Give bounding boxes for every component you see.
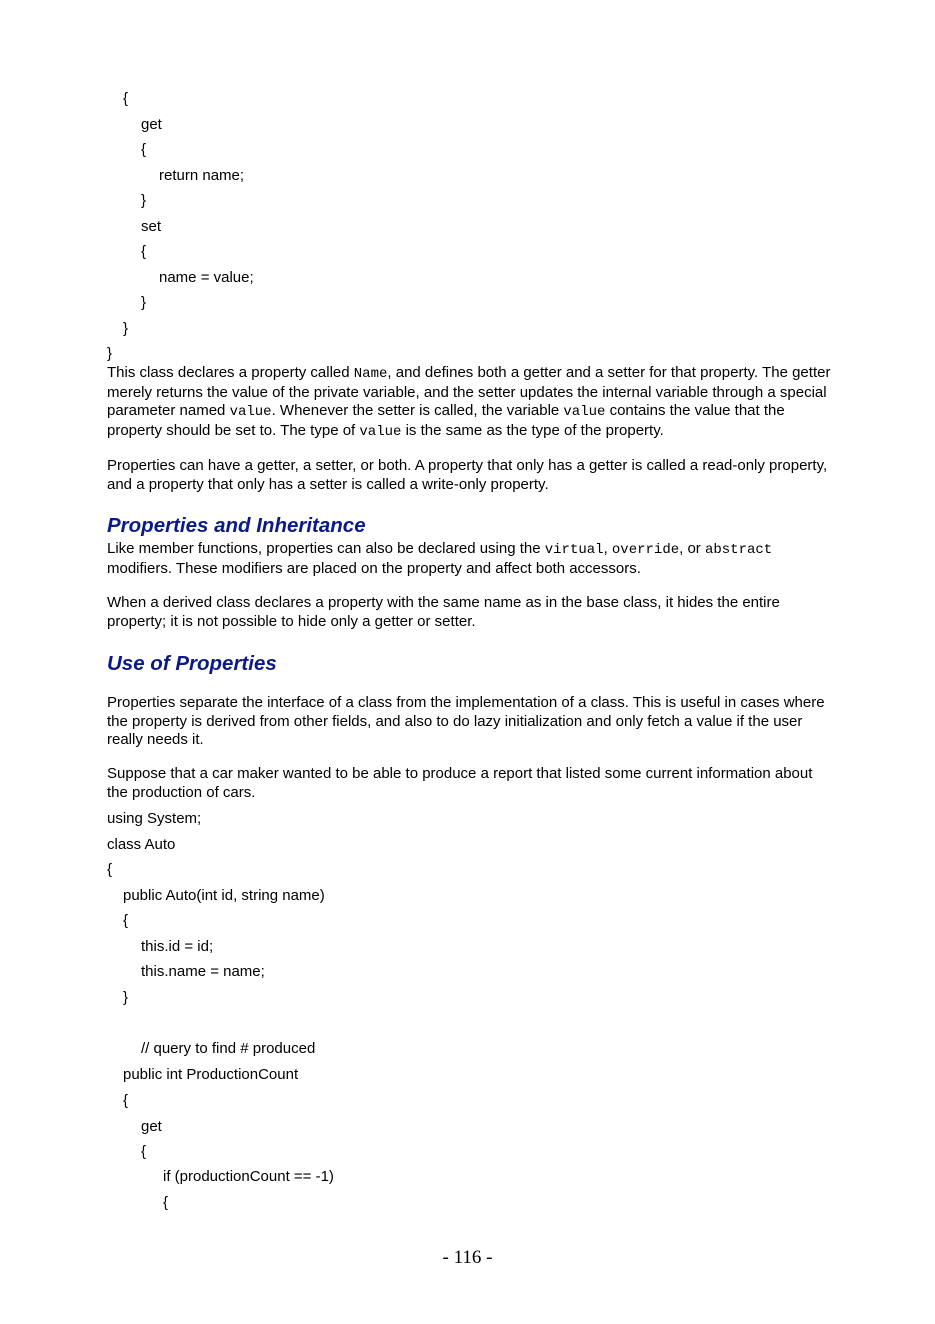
text-run: . Whenever the setter is called, the variable [271,402,564,419]
text-run: Like member functions, properties can also be declared using the [107,540,545,557]
section-heading-inheritance: Properties and Inheritance [107,514,366,537]
code-line: { [141,1143,147,1160]
code-line: get [141,1118,162,1135]
text-run: modifiers. These modifiers are placed on the property and affect both accessors. [107,559,641,577]
code-line: public int ProductionCount [123,1066,299,1083]
inline-code: override [611,542,680,558]
code-line: } [123,320,129,337]
page-number: - 116 - [442,1247,493,1268]
text-run: , [603,540,612,557]
code-line: { [141,141,147,158]
paragraph-modifiers [107,540,835,578]
code-line: get [141,116,162,133]
code-line: { [123,912,129,929]
code-line: set [141,218,162,235]
text-run: , and defines both a getter and a setter for that property. The getter merely returns the value of the private variable, and the setter updates the internal variable through a special parameter named [107,364,831,419]
code-comment: // query to find # produced [141,1040,316,1057]
paragraph-read-write-only: Properties can have a getter, a setter, or both. A property that only has a getter is called a read-only property, and a property that only has a setter is called a write-only property. [107,457,828,493]
inline-code: value [359,423,402,440]
code-line: this.id = id; [141,938,214,955]
inline-code: value [563,404,606,420]
code-line: name = value; [159,269,254,286]
inline-code: virtual [544,542,604,558]
code-line: } [141,192,147,209]
code-line: return name; [159,167,245,184]
text-run: , or [679,540,705,557]
code-line: } [123,989,129,1006]
paragraph-property-description [107,364,835,441]
code-line: { [163,1194,169,1211]
code-line: { [123,90,129,107]
text-run: is the same as the type of the property. [401,421,664,439]
inline-code: abstract [704,542,773,558]
code-line: { [123,1092,129,1109]
paragraph-interface: Properties separate the interface of a class from the implementation of a class. This is useful in cases where the property is derived from other fields, and also to do lazy initialization and only fetch a value if the user really needs it. [107,694,825,748]
text-run: contains the value that the property should be set to. The type of [107,402,785,439]
code-line: { [141,243,147,260]
code-line: if (productionCount == -1) [163,1168,334,1185]
code-line: } [107,345,113,362]
section-heading-use: Use of Properties [107,652,277,675]
paragraph-hiding: When a derived class declares a property with the same name as in the base class, it hides the entire property; it is not possible to hide only a getter or setter. [107,594,780,630]
inline-code: value [229,404,272,420]
code-line: public Auto(int id, string name) [123,887,325,904]
code-line: this.name = name; [141,963,265,980]
text-run: This class declares a property called [107,364,354,381]
code-line: { [107,861,113,878]
paragraph-car-maker: Suppose that a car maker wanted to be able to produce a report that listed some current information about the production of cars. [107,765,813,801]
code-line: class Auto [107,836,176,853]
code-line: } [141,294,147,311]
code-line: using System; [107,810,202,827]
inline-code: Name [353,366,388,382]
